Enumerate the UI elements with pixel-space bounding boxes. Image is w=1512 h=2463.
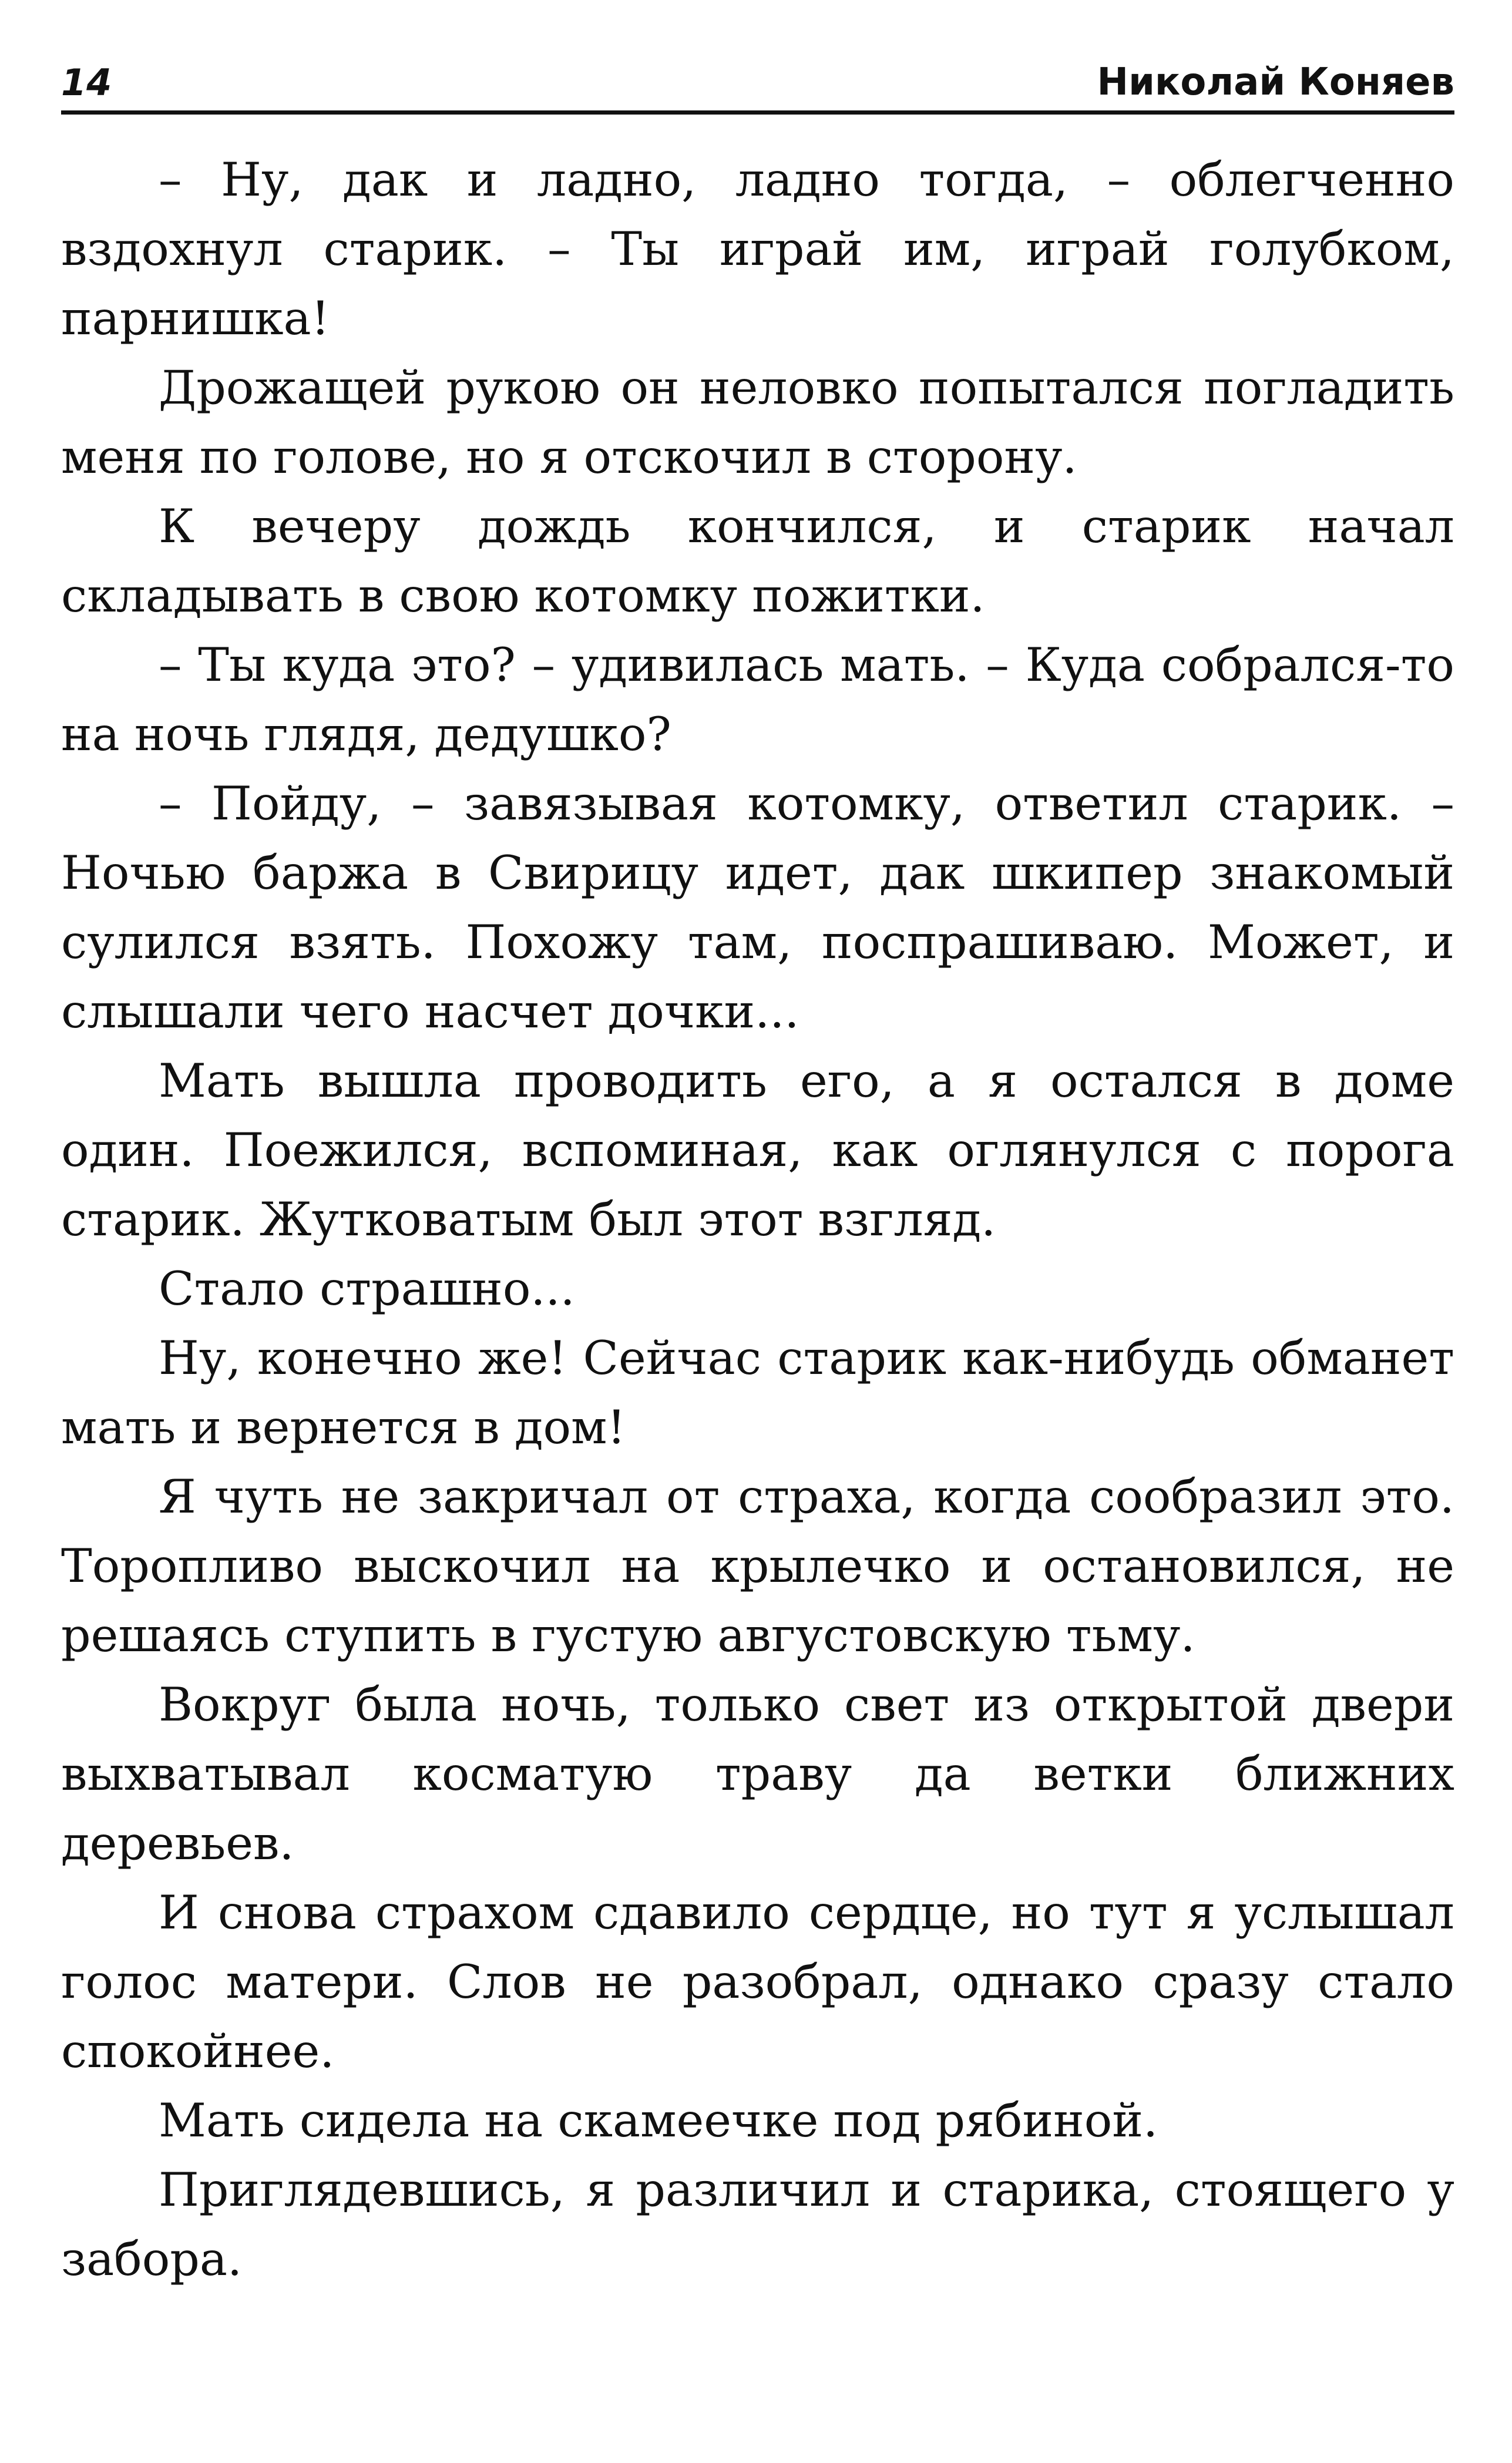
page-number: 14	[61, 61, 112, 104]
running-header	[61, 54, 1454, 115]
author-name: Николай Коняев	[1097, 61, 1454, 104]
paragraph: – Ты куда это? – удивилась мать. – Куда собрался-то на ночь глядя, дедушко?	[61, 638, 1454, 761]
book-page	[61, 54, 1454, 2294]
paragraph: Ну, конечно же! Сейчас старик как-нибудь обманет мать и вернется в дом!	[61, 1331, 1454, 1454]
paragraph: И снова страхом сдавило сердце, но тут я услышал голос матери. Слов не разобрал, однако сразу стало спокойнее.	[61, 1886, 1454, 2078]
paragraph: – Пойду, – завязывая котомку, ответил старик. – Ночью баржа в Свирицу идет, дак шкипер знакомый сулился взять. Похожу там, поспрашиваю. Может, и слышали чего насчет дочки...	[61, 777, 1454, 1039]
paragraph: Стало страшно...	[159, 1262, 575, 1316]
paragraph: Дрожащей рукою он неловко попытался погладить меня по голове, но я отскочил в сторону.	[61, 361, 1454, 484]
paragraph: – Ну, дак и ладно, ладно тогда, – облегченно вздохнул старик. – Ты играй им, играй голубком, парнишка!	[61, 153, 1454, 345]
paragraph: Вокруг была ночь, только свет из открытой двери выхватывал косматую траву да ветки ближних деревьев.	[61, 1678, 1454, 1870]
paragraph: Приглядевшись, я различил и старика, стоящего у забора.	[61, 2163, 1454, 2286]
body-text	[61, 145, 1454, 2294]
paragraph: Мать вышла проводить его, а я остался в доме один. Поежился, вспоминая, как оглянулся с порога старик. Жутковатым был этот взгляд.	[61, 1054, 1454, 1246]
paragraph: К вечеру дождь кончился, и старик начал складывать в свою котомку пожитки.	[61, 499, 1454, 623]
paragraph: Мать сидела на скамеечке под рябиной.	[159, 2094, 1158, 2148]
paragraph: Я чуть не закричал от страха, когда сообразил это. Торопливо выскочил на крылечко и остановился, не решаясь ступить в густую августовскую тьму.	[61, 1470, 1454, 1662]
